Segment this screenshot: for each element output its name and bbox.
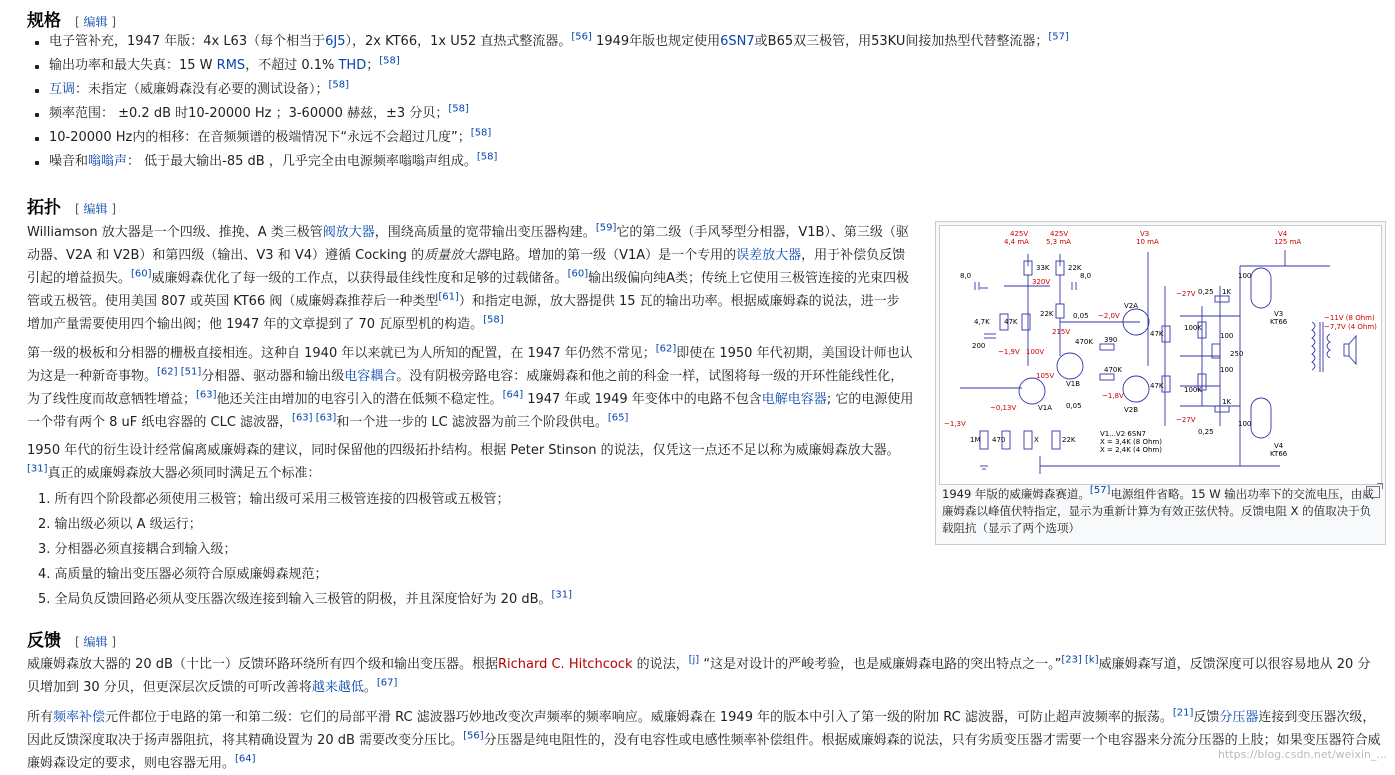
list-item: 5. 全局负反馈回路必须从变压器次级连接到输入三极管的阴极，并且深度恰好为 20 dB。[31] [38, 589, 573, 607]
label: 425V [1010, 230, 1029, 238]
label: 47K [1150, 330, 1164, 338]
label: 8,0 [1080, 272, 1092, 280]
list-item: 噪音和嗡嗡声： 低于最大输出-85 dB ，几乎完全由电源频率嗡嗡声组成。[58] [33, 150, 1363, 174]
label: 215V [1052, 328, 1071, 336]
section-heading: 反馈 [ 编辑 ] [27, 631, 117, 651]
label: 100 [1220, 332, 1234, 340]
label: ~1,8V [1102, 392, 1124, 400]
label: ~1,3V [944, 420, 966, 428]
label: 0,05 [1066, 402, 1082, 410]
list-item: 3. 分相器必须直接耦合到输入级； [38, 542, 237, 557]
label: V1...V2 6SN7 [1100, 430, 1146, 438]
label: 100K [1184, 324, 1202, 332]
label: 320V [1032, 278, 1051, 286]
label: 100K [1184, 386, 1202, 394]
label: V3 [1274, 310, 1284, 318]
citation[interactable]: [31] [551, 589, 573, 601]
link[interactable]: 频率补偿 [53, 710, 106, 725]
citation[interactable]: [59] [595, 222, 617, 234]
citation[interactable]: [62] [655, 343, 677, 355]
label: 22K [1040, 310, 1054, 318]
label: 4,7K [974, 318, 990, 326]
citation[interactable]: [65] [607, 412, 629, 424]
label: 100V [1026, 348, 1045, 356]
criteria-list [38, 487, 918, 612]
link[interactable]: Richard C. Hitchcock [497, 657, 633, 672]
magnify-icon[interactable] [1366, 486, 1380, 498]
link[interactable]: 误差放大器 [736, 248, 802, 263]
label: 10 mA [1136, 238, 1159, 246]
section-topology [27, 193, 116, 218]
paragraph: 1950 年代的衍生设计经常偏离威廉姆森的建议，同时保留他的四级拓扑结构。根据 Peter Stinson 的说法，仅凭这一点还不足以称为威廉姆森放大器。[31]真正的威廉姆森放大器必须同时满足五个标准： [27, 443, 900, 481]
link[interactable]: 6SN7 [720, 34, 755, 49]
label: ~27V [1176, 416, 1196, 424]
figure-thumbnail [935, 221, 1386, 545]
citation[interactable]: [64] [235, 753, 256, 765]
label: V1A [1038, 404, 1053, 412]
link[interactable]: 6J5 [325, 34, 346, 49]
link[interactable]: 电容耦合 [344, 369, 397, 384]
label: 47K [1004, 318, 1018, 326]
edit-link[interactable]: 编辑 [83, 635, 108, 649]
label: 470 [992, 436, 1006, 444]
citation[interactable]: [21] [1172, 707, 1194, 719]
label: 1K [1222, 288, 1232, 296]
citation[interactable]: [58] [483, 314, 504, 326]
label: V2A [1124, 302, 1139, 310]
link[interactable]: 分压器 [1219, 710, 1259, 725]
citation[interactable]: [56] [571, 31, 592, 43]
label: 33K [1036, 264, 1050, 272]
label: 100 [1238, 272, 1252, 280]
edit-link[interactable]: 编辑 [83, 15, 108, 29]
section-heading: 规格 [ 编辑 ] [27, 11, 117, 31]
citation[interactable]: [57] [1089, 485, 1111, 497]
label: ~1,9V [998, 348, 1020, 356]
label: 0,05 [1073, 312, 1089, 320]
label: 390 [1104, 336, 1118, 344]
label: X = 2,4K (4 Ohm) [1100, 446, 1162, 454]
label: ~7,7V (4 Ohm) [1324, 323, 1377, 331]
label: V3 [1140, 230, 1150, 238]
link[interactable]: RMS [216, 58, 246, 73]
label: ~2,0V [1098, 312, 1120, 320]
spec-list [33, 30, 1363, 174]
label: 100 [1238, 420, 1252, 428]
section-feedback [27, 626, 116, 651]
label: 1K [1222, 398, 1232, 406]
label: ~0,13V [990, 404, 1017, 412]
citation[interactable]: [58] [476, 151, 498, 163]
label: 22K [1068, 264, 1082, 272]
circuit-diagram[interactable] [939, 225, 1382, 485]
list-item: 频率范围： ±0.2 dB 时10-20000 Hz ；3-60000 赫兹，±3 分贝；[58] [33, 102, 1363, 126]
section-spec [27, 6, 116, 31]
label: 470K [1104, 366, 1122, 374]
label: 22K [1062, 436, 1076, 444]
label: 1M [970, 436, 981, 444]
label: X = 3,4K (8 Ohm) [1100, 438, 1162, 446]
paragraph: 所有频率补偿元件都位于电路的第一和第二级：它们的局部平滑 RC 滤波器巧妙地改变次声频率的频率响应。威廉姆森在 1949 年的版本中引入了第一级的附加 RC 滤波器，可防止超声波频率的振荡。[21]反馈分压器连接到变压器次级，因此反馈深度取决于扬声器阻抗，将其精确设置为 20 dB 需要改变分压比。[56]分压器是纯电阻性的，没有电容性或电感性频率补偿组件。根据威廉姆森的说法，只有劣质变压器才需要一个电容器来分流分压器的上肢；如果变压器符合威廉姆森设定的要求，则电容器无用。[64] [27, 707, 1381, 771]
link[interactable]: THD [338, 58, 367, 73]
list-item: 互调：未指定（威廉姆森没有必要的测试设备）；[58] [33, 78, 1363, 102]
label: 100 [1220, 366, 1234, 374]
citation[interactable]: [60] [131, 268, 152, 280]
label: 250 [1230, 350, 1244, 358]
citation[interactable]: [56] [463, 730, 484, 742]
label: 47K [1150, 382, 1164, 390]
label: KT66 [1270, 450, 1288, 458]
citation[interactable]: [23] [k] [1061, 654, 1099, 666]
citation[interactable]: [63] [196, 389, 217, 401]
label: 125 mA [1274, 238, 1302, 246]
citation[interactable]: [57] [1048, 31, 1069, 43]
figure-caption: 1949 年版的威廉姆森赛道。[57]电源组件省略。15 W 输出功率下的交流电压，由威廉姆森以峰值伏特指定，显示为重新计算为有效正弦伏特。反馈电阻 X 的值取决于负载阻抗（显示了两个选项） [942, 485, 1374, 535]
label: V4 [1274, 442, 1284, 450]
label: 425V [1050, 230, 1069, 238]
label: ~27V [1176, 290, 1196, 298]
citation[interactable]: [58] [328, 79, 350, 91]
list-item: 10-20000 Hz内的相移：在音频频谱的极端情况下“永远不会超过几度”；[58] [33, 126, 1363, 150]
citation[interactable]: [64] [502, 389, 524, 401]
label: 8,0 [960, 272, 972, 280]
list-item: 输出功率和最大失真：15 W RMS，不超过 0.1% THD；[58] [33, 54, 1363, 78]
list-item: 2. 输出级必须以 A 级运行； [38, 517, 202, 532]
citation[interactable]: [j] [688, 654, 700, 666]
label: V1B [1066, 380, 1081, 388]
label: ~11V (8 Ohm) [1324, 314, 1375, 322]
label: KT66 [1270, 318, 1288, 326]
citation[interactable]: [31] [27, 463, 48, 475]
link[interactable]: 越来越低 [311, 680, 364, 695]
label: 0,25 [1198, 428, 1214, 436]
list-item: 4. 高质量的输出变压器必须符合原威廉姆森规范； [38, 567, 328, 582]
label: V4 [1278, 230, 1288, 238]
list-item: 1. 所有四个阶段都必须使用三极管；输出级可采用三极管连接的四极管或五极管； [38, 492, 510, 507]
label: 5,3 mA [1046, 238, 1071, 246]
link[interactable]: 阀放大器 [322, 225, 375, 240]
link[interactable]: 嗡嗡声 [88, 154, 128, 169]
label: V2B [1124, 406, 1139, 414]
list-item: 电子管补充，1947 年版：4x L63（每个相当于6J5），2x KT66，1x U52 直热式整流器。[56] 1949年版也规定使用6SN7或B65双三极管，用53KU间接加热型代替整流器；[57] [33, 30, 1363, 54]
citation[interactable]: [67] [376, 677, 398, 689]
label: 4,4 mA [1004, 238, 1029, 246]
citation[interactable]: [63] [63] [292, 412, 337, 424]
label: 0,25 [1198, 288, 1214, 296]
citation[interactable]: [60] [567, 268, 589, 280]
label: 470K [1075, 338, 1093, 346]
link[interactable]: 互调 [49, 82, 76, 97]
citation[interactable]: [58] [379, 55, 400, 67]
watermark: https://blog.csdn.net/weixin_... [1217, 748, 1387, 761]
citation[interactable]: [61] [438, 291, 459, 303]
link[interactable]: 电解电容器 [761, 392, 827, 407]
label: 200 [972, 342, 986, 350]
paragraph: Williamson 放大器是一个四级、推挽、A 类三极管阀放大器，围绕高质量的宽带输出变压器构建。[59]它的第二级（手风琴型分相器，V1B）、第三级（驱动器、V2A 和 V2B）和第四级（输出、V3 和 V4）遵循 Cocking 的质量放大器电路。增加的第一级（V1A）是一个专用的误差放大器，用于补偿负反馈引起的增益损失。[60]威廉姆森优化了每一级的工作点，以获得最佳线性度和足够的过载储备。[60]输出级偏向纯A类；传统上它使用三极管连接的光束四极管或五极管。使用美国 807 或英国 KT66 阀（威廉姆森推荐后一种类型[61]）和指定电源，放大器提供 15 瓦的输出功率。根据威廉姆森的说法，进一步增加产量需要使用四个输出阀；他 1947 年的文章提到了 70 瓦原型机的构造。[58] [27, 222, 909, 332]
paragraph: 第一级的极板和分相器的栅极直接相连。这种自 1940 年以来就已为人所知的配置，在 1947 年仍然不常见；[62]即使在 1950 年代初期，美国设计师也认为这是一种新奇事物。[62] [51]分相器、驱动器和输出级电容耦合。没有阴极旁路电容：威廉姆森和他之前的科金一样，试图将每一级的开环性能线性化，为了线性度而故意牺牲增益；[63]他还关注由增加的电容引入的潜在低频不稳定性。[64] 1947 年或 1949 年变体中的电路不包含电解电容器; 它的电源使用一个带有两个 8 uF 纸电容器的 CLC 滤波器，[63] [63]和一个进一步的 LC 滤波器为前三个阶段供电。[65] [27, 343, 914, 430]
label: X [1034, 436, 1039, 444]
citation[interactable]: [58] [448, 103, 469, 115]
label: 105V [1036, 372, 1055, 380]
citation[interactable]: [58] [470, 127, 492, 139]
citation[interactable]: [62] [51] [157, 366, 202, 378]
section-heading: 拓扑 [ 编辑 ] [27, 198, 117, 218]
edit-link[interactable]: 编辑 [83, 202, 108, 216]
paragraph: 威廉姆森放大器的 20 dB（十比一）反馈环路环绕所有四个级和输出变压器。根据Richard C. Hitchcock 的说法，[j] “这是对设计的严峻考验，也是威廉姆森电路的突出特点之一。”[23] [k]威廉姆森写道，反馈深度可以很容易地从 20 分贝增加到 30 分贝，但更深层次反馈的可听改善将越来越低。[67] [27, 654, 1371, 695]
